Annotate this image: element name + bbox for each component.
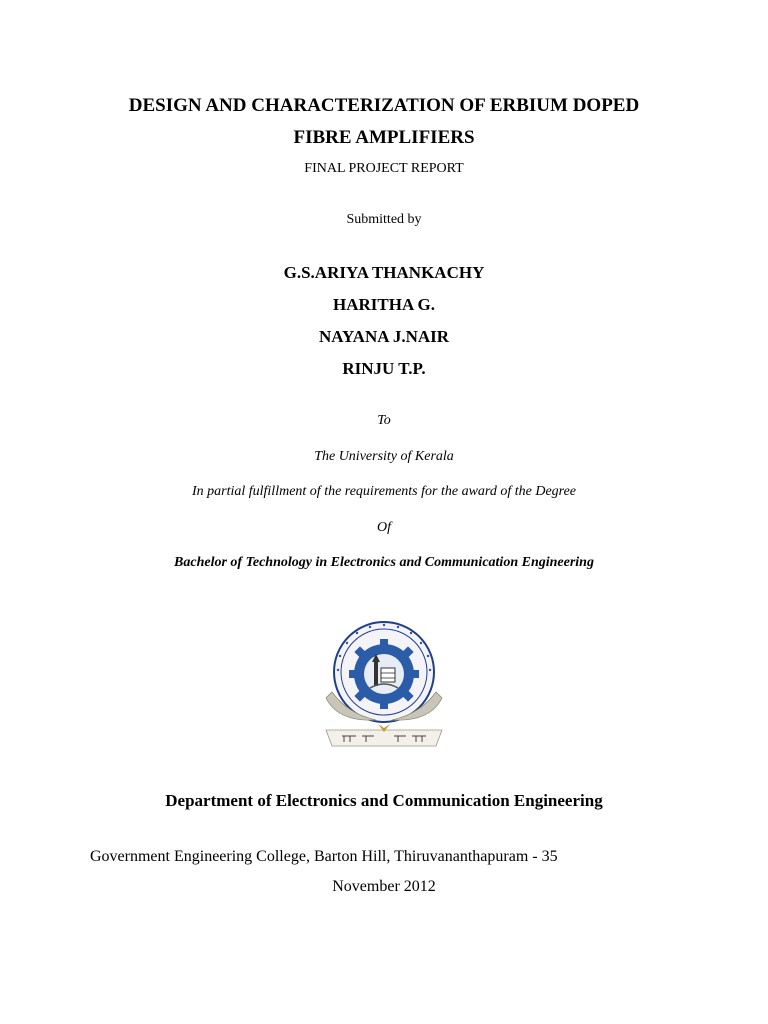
- report-type: FINAL PROJECT REPORT: [304, 161, 464, 176]
- college-address: Government Engineering College, Barton Hill, Thiruvananthapuram - 35: [90, 848, 558, 865]
- department-name: Department of Electronics and Communication Engineering: [165, 791, 603, 810]
- college-emblem-icon: [318, 612, 450, 752]
- report-title: [0, 90, 768, 154]
- submitted-by-label: Submitted by: [346, 212, 422, 227]
- to-label: To: [377, 413, 391, 428]
- degree-name: Bachelor of Technology in Electronics and Communication Engineering: [174, 555, 594, 570]
- university-name: The University of Kerala: [314, 449, 454, 464]
- author-1: G.S.ARIYA THANKACHY: [283, 263, 485, 282]
- author-4: RINJU T.P.: [342, 359, 426, 378]
- fulfillment-statement: In partial fulfillment of the requirements for the award of the Degree: [191, 484, 577, 499]
- title-line-2: FIBRE AMPLIFIERS: [293, 127, 475, 148]
- author-2: HARITHA G.: [332, 295, 436, 314]
- author-3: NAYANA J.NAIR: [318, 327, 450, 346]
- submission-date: November 2012: [332, 878, 436, 895]
- of-label: Of: [377, 520, 391, 535]
- title-line-1: DESIGN AND CHARACTERIZATION OF ERBIUM DOPED: [128, 95, 640, 116]
